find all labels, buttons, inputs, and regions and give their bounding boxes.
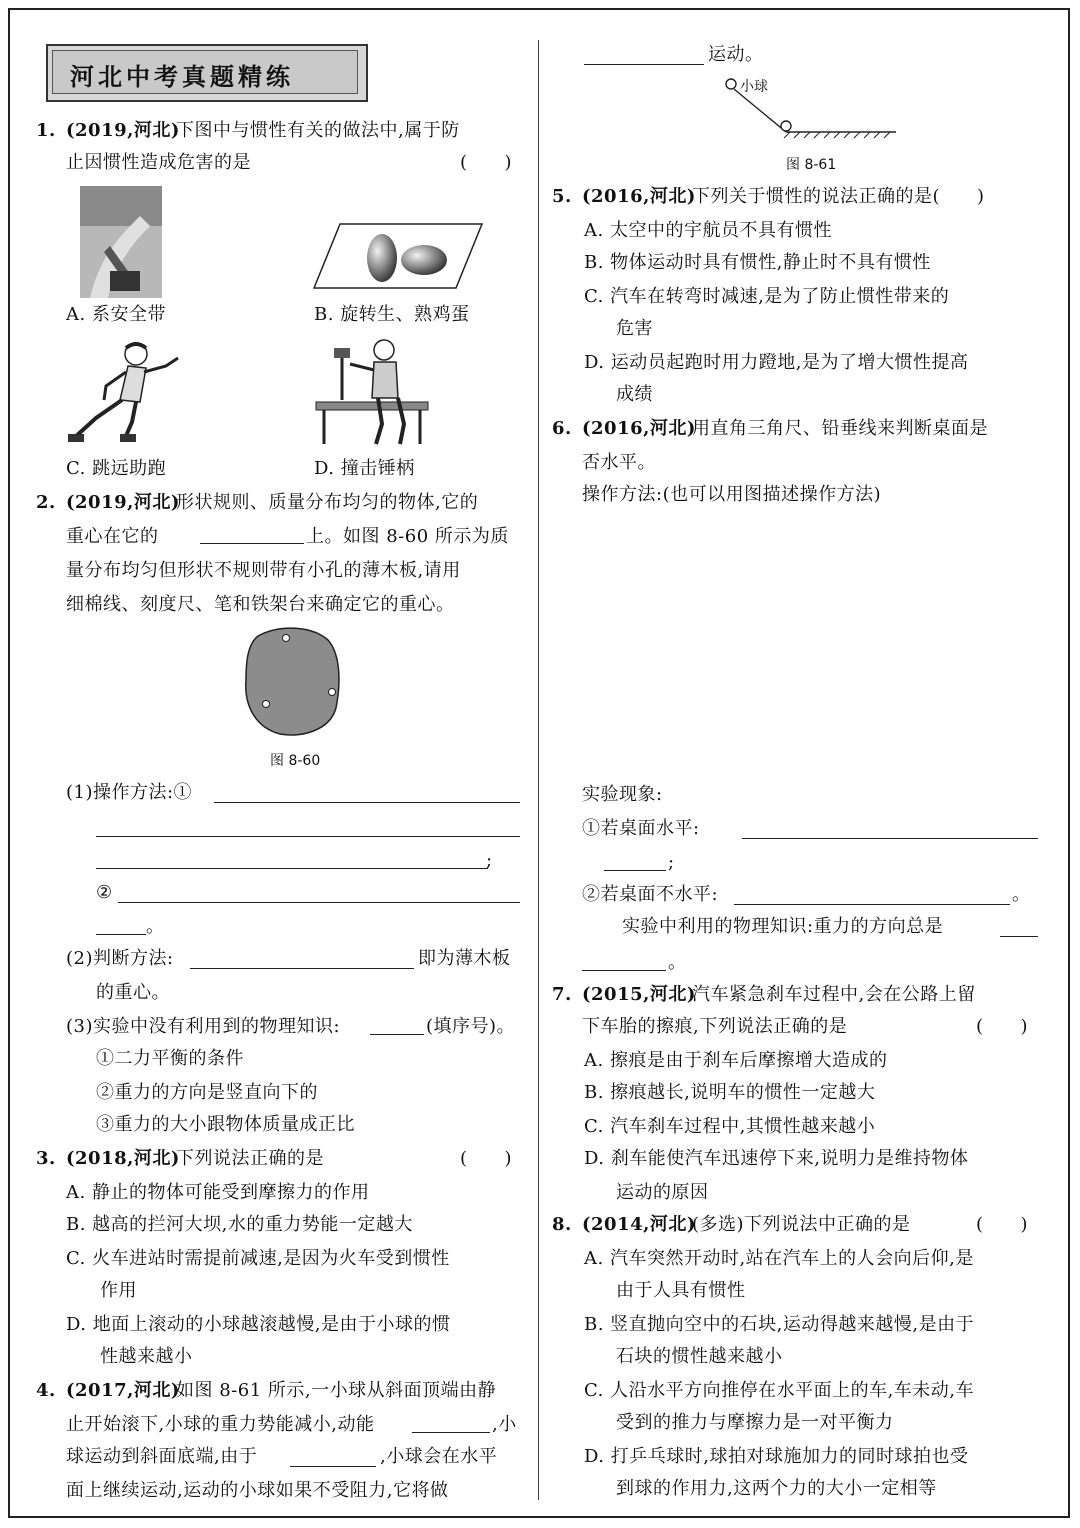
q7-option-c: C. 汽车刹车过程中,其惯性越来越小 — [584, 1116, 876, 1137]
q6-result-2-period: 。 — [1012, 884, 1031, 905]
q1-option-c: C. 跳远助跑 — [66, 458, 167, 479]
q2-knowledge-2: ②重力的方向是竖直向下的 — [96, 1082, 318, 1103]
q8-option-d-line1: D. 打乒乓球时,球拍对球施加力的同时球拍也受 — [584, 1446, 969, 1467]
q1-stem-line1: 下图中与惯性有关的做法中,属于防 — [176, 120, 460, 141]
q1-answer-paren: ( ) — [460, 152, 513, 173]
q8-option-b-line2: 石块的惯性越来越小 — [616, 1346, 783, 1367]
column-divider — [538, 40, 539, 1500]
q8-option-c-line1: C. 人沿水平方向推停在水平面上的车,车未动,车 — [584, 1380, 975, 1401]
q8-option-c-line2: 受到的推力与摩擦力是一对平衡力 — [616, 1412, 894, 1433]
q8-option-a-line2: 由于人具有惯性 — [616, 1280, 746, 1301]
q1-option-b: B. 旋转生、熟鸡蛋 — [314, 304, 470, 325]
q3-answer-paren: ( ) — [460, 1148, 513, 1169]
q6-line1: 用直角三角尺、铅垂线来判断桌面是 — [692, 418, 988, 439]
q4-blank-motion[interactable] — [584, 64, 704, 65]
q8-number: 8. — [552, 1214, 572, 1235]
q2-part1-period: 。 — [146, 916, 165, 937]
q4-line1: 如图 8-61 所示,一小球从斜面顶端由静 — [176, 1380, 497, 1401]
q6-knowledge-blank-a[interactable] — [1000, 936, 1038, 937]
q2-part2-label: (2)判断方法: — [66, 948, 174, 969]
q5-source: (2016,河北) — [582, 186, 696, 207]
q6-line2: 否水平。 — [582, 452, 656, 473]
q2-blank-center[interactable] — [200, 543, 304, 544]
q7-option-a: A. 擦痕是由于刹车后摩擦增大造成的 — [584, 1050, 888, 1071]
q6-answer-area[interactable] — [582, 512, 1038, 772]
q2-part3-blank[interactable] — [370, 1034, 424, 1035]
q3-option-c-line2: 作用 — [100, 1280, 137, 1301]
section-banner — [46, 44, 368, 102]
q2-part2-blank[interactable] — [190, 968, 414, 969]
ball-label: 小球 — [740, 79, 768, 95]
q5-option-a: A. 太空中的宇航员不具有惯性 — [584, 220, 832, 241]
q7-line2: 下车胎的擦痕,下列说法正确的是 — [582, 1016, 848, 1037]
q8-option-d-line2: 到球的作用力,这两个力的大小一定相等 — [616, 1478, 937, 1499]
q5-stem: 下列关于惯性的说法正确的是( ) — [692, 186, 985, 207]
q4-line4: 面上继续运动,运动的小球如果不受阻力,它将做 — [66, 1480, 449, 1501]
q5-option-b: B. 物体运动时具有惯性,静止时不具有惯性 — [584, 252, 931, 273]
q8-answer-paren: ( ) — [976, 1214, 1029, 1235]
q4-blank-kinetic[interactable] — [412, 1432, 490, 1433]
q6-result-1-semicolon: ; — [668, 852, 675, 873]
irregular-board-image — [240, 622, 344, 740]
q1-stem-line2: 止因惯性造成危害的是 — [66, 152, 251, 173]
q2-part3-label: (3)实验中没有利用到的物理知识: — [66, 1016, 341, 1037]
q8-option-b-line1: B. 竖直抛向空中的石块,运动得越来越慢,是由于 — [584, 1314, 975, 1335]
q6-result-1-blank-b[interactable] — [604, 870, 666, 871]
q2-line3: 量分布均匀但形状不规则带有小孔的薄木板,请用 — [66, 560, 461, 581]
seatbelt-image — [80, 186, 162, 298]
q1-option-d: D. 撞击锤柄 — [314, 458, 415, 479]
q4-line2-b: ,小 — [492, 1414, 517, 1435]
q2-knowledge-3: ③重力的大小跟物体质量成正比 — [96, 1114, 355, 1135]
q6-knowledge: 实验中利用的物理知识:重力的方向总是 — [622, 916, 944, 937]
q2-line1: 形状规则、质量分布均匀的物体,它的 — [176, 492, 479, 513]
q2-part1-blank-1a[interactable] — [214, 802, 520, 803]
q2-part3-hint: (填序号)。 — [426, 1016, 516, 1037]
figure-8-60-caption: 图 8-60 — [270, 753, 321, 769]
running-boy-image — [66, 338, 190, 450]
q6-result-1-blank-a[interactable] — [742, 838, 1038, 839]
eggs-image — [312, 222, 484, 290]
q3-number: 3. — [36, 1148, 56, 1169]
q6-operation-label: 操作方法:(也可以用图描述操作方法) — [582, 484, 882, 505]
q3-option-c-line1: C. 火车进站时需提前减速,是因为火车受到惯性 — [66, 1248, 450, 1269]
q4-line3-a: 球运动到斜面底端,由于 — [66, 1446, 258, 1467]
q2-part1-blank-1c[interactable] — [96, 868, 488, 869]
q6-result-2-label: ②若桌面不水平: — [582, 884, 719, 905]
q2-knowledge-1: ①二力平衡的条件 — [96, 1048, 244, 1069]
q2-number: 2. — [36, 492, 56, 513]
q6-knowledge-blank-b[interactable] — [582, 970, 666, 971]
q4-line3-b: ,小球会在水平 — [380, 1446, 498, 1467]
q2-line4: 细棉线、刻度尺、笔和铁架台来确定它的重心。 — [66, 594, 455, 615]
q1-option-a: A. 系安全带 — [66, 304, 166, 325]
q1-number: 1. — [36, 120, 56, 141]
q2-part1-step2-label: ② — [96, 882, 113, 903]
q4-line5: 运动。 — [708, 44, 764, 65]
q8-stem: (多选)下列说法中正确的是 — [692, 1214, 911, 1235]
q7-line1: 汽车紧急刹车过程中,会在公路上留 — [692, 984, 976, 1005]
q7-number: 7. — [552, 984, 572, 1005]
q7-source: (2015,河北) — [582, 984, 696, 1005]
q2-part1-semicolon: ; — [486, 850, 493, 871]
q5-option-c-line1: C. 汽车在转弯时减速,是为了防止惯性带来的 — [584, 286, 950, 307]
q2-part1-blank-2a[interactable] — [118, 902, 520, 903]
q5-option-d-line1: D. 运动员起跑时用力蹬地,是为了增大惯性提高 — [584, 352, 969, 373]
figure-8-61-caption: 图 8-61 — [786, 157, 837, 173]
q6-number: 6. — [552, 418, 572, 439]
q4-source: (2017,河北) — [66, 1380, 180, 1401]
q3-option-d-line2: 性越来越小 — [100, 1346, 193, 1367]
q7-option-b: B. 擦痕越长,说明车的惯性一定越大 — [584, 1082, 876, 1103]
q5-option-c-line2: 危害 — [616, 318, 653, 339]
q3-source: (2018,河北) — [66, 1148, 180, 1169]
q8-option-a-line1: A. 汽车突然开动时,站在汽车上的人会向后仰,是 — [584, 1248, 974, 1269]
q4-line2-a: 止开始滚下,小球的重力势能减小,动能 — [66, 1414, 375, 1435]
q6-source: (2016,河北) — [582, 418, 696, 439]
section-title: 河北中考真题精练 — [70, 63, 294, 91]
q2-line2-a: 重心在它的 — [66, 526, 159, 547]
q6-result-1-label: ①若桌面水平: — [582, 818, 700, 839]
q5-option-d-line2: 成绩 — [616, 384, 653, 405]
q2-part1-blank-1b[interactable] — [96, 836, 520, 837]
q2-line2-b: 上。如图 8-60 所示为质 — [306, 526, 509, 547]
q2-source: (2019,河北) — [66, 492, 180, 513]
q7-answer-paren: ( ) — [976, 1016, 1029, 1037]
q3-option-d-line1: D. 地面上滚动的小球越滚越慢,是由于小球的惯 — [66, 1314, 451, 1335]
q5-number: 5. — [552, 186, 572, 207]
q4-number: 4. — [36, 1380, 56, 1401]
hammer-man-image — [312, 334, 432, 450]
q1-source: (2019,河北) — [66, 120, 180, 141]
q2-part2-text: 即为薄木板 — [418, 948, 511, 969]
q3-option-a: A. 静止的物体可能受到摩擦力的作用 — [66, 1182, 370, 1203]
q2-part1-blank-2b[interactable] — [96, 934, 146, 935]
q6-phenomenon-label: 实验现象: — [582, 784, 663, 805]
q2-part2-end: 的重心。 — [96, 982, 170, 1003]
q2-part1-label: (1)操作方法:① — [66, 782, 193, 803]
q6-knowledge-period: 。 — [668, 952, 687, 973]
q3-option-b: B. 越高的拦河大坝,水的重力势能一定越大 — [66, 1214, 413, 1235]
q6-result-2-blank[interactable] — [734, 904, 1010, 905]
q7-option-d-line2: 运动的原因 — [616, 1182, 709, 1203]
q4-blank-reason[interactable] — [290, 1466, 376, 1467]
q8-source: (2014,河北) — [582, 1214, 696, 1235]
q3-stem: 下列说法正确的是 — [176, 1148, 324, 1169]
q7-option-d-line1: D. 刹车能使汽车迅速停下来,说明力是维持物体 — [584, 1148, 969, 1169]
